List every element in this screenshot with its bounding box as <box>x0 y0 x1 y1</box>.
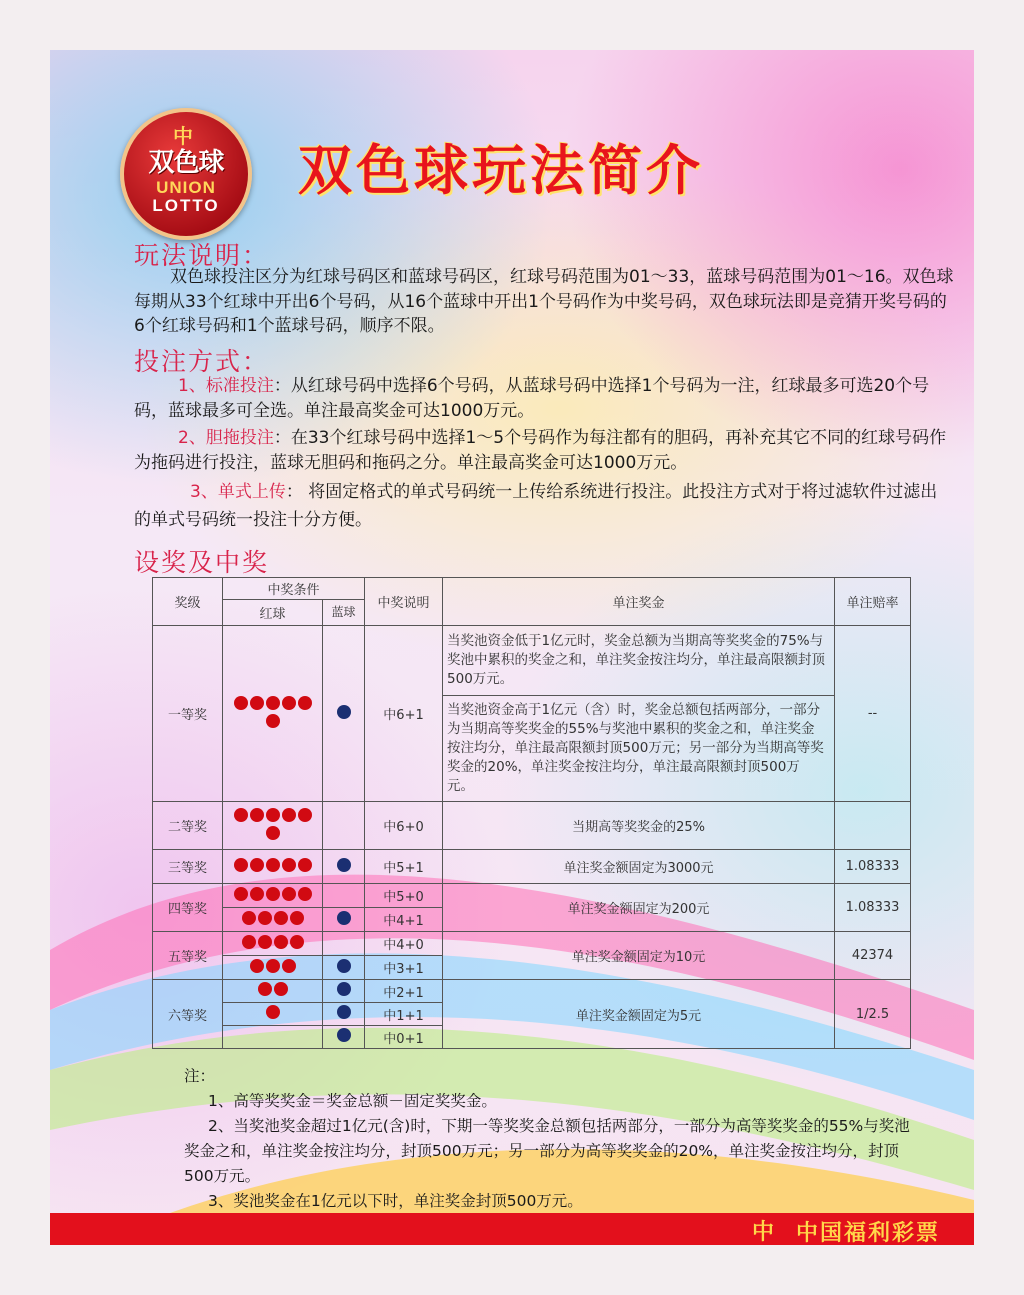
red-ball-icon <box>266 714 280 728</box>
third-desc: 中5+1 <box>365 850 443 884</box>
fourth-blue-balls <box>323 908 365 932</box>
red-ball-icon <box>282 887 296 901</box>
red-ball-icon <box>234 858 248 872</box>
header-amount: 单注奖金 <box>443 578 835 626</box>
second-blue-balls <box>323 802 365 850</box>
rules-heading: 玩法说明： <box>134 241 270 270</box>
sixth-desc: 中1+1 <box>365 1003 443 1026</box>
red-ball-icon <box>298 808 312 822</box>
third-level: 三等奖 <box>153 850 223 884</box>
sixth-red-balls <box>223 1026 323 1049</box>
second-desc: 中6+0 <box>365 802 443 850</box>
prizes-heading: 设奖及中奖 <box>134 548 270 577</box>
fifth-desc: 中3+1 <box>365 956 443 980</box>
poster <box>50 50 974 1245</box>
red-ball-icon <box>266 826 280 840</box>
red-ball-icon <box>290 911 304 925</box>
red-ball-icon <box>250 808 264 822</box>
note-item: 1、高等奖奖金＝奖金总额－固定奖奖金。 <box>208 1092 497 1110</box>
fourth-desc: 中5+0 <box>365 884 443 908</box>
welfare-lottery-brand: 中国福利彩票 <box>795 1221 940 1245</box>
sixth-level: 六等奖 <box>153 980 223 1049</box>
red-ball-icon <box>298 887 312 901</box>
second-amount: 当期高等奖奖金的25% <box>443 802 835 850</box>
red-ball-icon <box>282 858 296 872</box>
first-blue-balls <box>323 626 365 802</box>
note-item: 3、奖池奖金在1亿元以下时，单注奖金封顶500万元。 <box>208 1192 583 1210</box>
red-ball-icon <box>258 935 272 949</box>
logo-mark-icon: 中 <box>173 124 193 148</box>
red-ball-icon <box>274 911 288 925</box>
fifth-odds: 42374 <box>835 932 911 980</box>
betting-item-text: ： 将固定格式的单式号码统一上传给系统进行投注。此投注方式对于将过滤软件过滤出的单式号码统一投注十分方便。 <box>134 482 938 530</box>
notes-title: 注： <box>184 1067 216 1085</box>
sixth-blue-balls <box>323 1026 365 1049</box>
page-title: 双色球玩法简介 <box>298 139 704 202</box>
first-red-balls <box>223 626 323 802</box>
red-ball-icon <box>266 808 280 822</box>
betting-item-label: 2、胆拖投注 <box>178 428 274 448</box>
welfare-lottery-logo-icon: 中 <box>751 1220 774 1245</box>
third-odds: 1.08333 <box>835 850 911 884</box>
sixth-red-balls <box>223 1003 323 1026</box>
red-ball-icon <box>274 935 288 949</box>
betting-item-label: 3、单式上传 <box>190 482 286 502</box>
sixth-amount: 单注奖金额固定为5元 <box>443 980 835 1049</box>
fifth-amount: 单注奖金额固定为10元 <box>443 932 835 980</box>
second-odds <box>835 802 911 850</box>
betting-item-upload <box>134 478 954 534</box>
fourth-amount: 单注奖金额固定为200元 <box>443 884 835 932</box>
red-ball-icon <box>282 808 296 822</box>
red-ball-icon <box>266 696 280 710</box>
blue-ball-icon <box>337 858 351 872</box>
third-blue-balls <box>323 850 365 884</box>
betting-item-standard <box>134 374 954 423</box>
fifth-red-balls <box>223 956 323 980</box>
red-ball-icon <box>250 887 264 901</box>
sixth-odds: 1/2.5 <box>835 980 911 1049</box>
red-ball-icon <box>274 982 288 996</box>
fourth-odds: 1.08333 <box>835 884 911 932</box>
fourth-red-balls <box>223 884 323 908</box>
sixth-red-balls <box>223 980 323 1003</box>
second-level: 二等奖 <box>153 802 223 850</box>
sixth-blue-balls <box>323 980 365 1003</box>
first-amount-high-pool: 当奖池资金高于1亿元（含）时，奖金总额包括两部分，一部分为当期高等奖奖金的55%与奖池中累积的奖金之和，单注奖金按注均分，单注最高限额封顶500万元；另一部分为当期高等奖奖金的20%，单注奖金按注均分，单注最高限额封顶500万元。 <box>443 696 835 802</box>
red-ball-icon <box>266 959 280 973</box>
rules-text: 双色球投注区分为红球号码区和蓝球号码区，红球号码范围为01～33，蓝球号码范围为01～16。双色球每期从33个红球中开出6个号码，从16个蓝球中开出1个号码作为中奖号码，双色球玩法即是竞猜开奖号码的6个红球号码和1个蓝球号码，顺序不限。 <box>134 267 954 336</box>
betting-item-dantuo <box>134 426 954 475</box>
fifth-blue-balls <box>323 932 365 956</box>
red-ball-icon <box>250 858 264 872</box>
first-level: 一等奖 <box>153 626 223 802</box>
logo-cn-text: 双色球 <box>148 148 224 178</box>
fifth-level: 五等奖 <box>153 932 223 980</box>
red-ball-icon <box>282 959 296 973</box>
first-amount-low-pool: 当奖池资金低于1亿元时，奖金总额为当期高等奖奖金的75%与奖池中累积的奖金之和，单注奖金按注均分，单注最高限额封顶500万元。 <box>443 626 835 696</box>
red-ball-icon <box>266 1005 280 1019</box>
sixth-desc: 中2+1 <box>365 980 443 1003</box>
logo-en-line1: UNION <box>156 178 216 197</box>
red-ball-icon <box>250 959 264 973</box>
blue-ball-icon <box>337 959 351 973</box>
fifth-red-balls <box>223 932 323 956</box>
header-odds: 单注赔率 <box>835 578 911 626</box>
red-ball-icon <box>290 935 304 949</box>
fifth-desc: 中4+0 <box>365 932 443 956</box>
red-ball-icon <box>298 696 312 710</box>
note-item: 2、当奖池奖金超过1亿元(含)时，下期一等奖奖金总额包括两部分，一部分为高等奖奖金的55%与奖池奖金之和，单注奖金按注均分，封顶500万元；另一部分为高等奖奖金的20%，单注奖金按注均分，封顶500万元。 <box>184 1117 910 1185</box>
red-ball-icon <box>258 982 272 996</box>
prize-table <box>152 577 911 1049</box>
first-desc: 中6+1 <box>365 626 443 802</box>
betting-item-text: ：在33个红球号码中选择1～5个号码作为每注都有的胆码，再补充其它不同的红球号码作为拖码进行投注，蓝球无胆码和拖码之分。单注最高奖金可达1000万元。 <box>134 428 947 473</box>
red-ball-icon <box>242 911 256 925</box>
red-ball-icon <box>250 696 264 710</box>
header-condition: 中奖条件 <box>223 578 365 600</box>
red-ball-icon <box>298 858 312 872</box>
red-ball-icon <box>234 696 248 710</box>
second-red-balls <box>223 802 323 850</box>
red-ball-icon <box>234 887 248 901</box>
header-level: 奖级 <box>153 578 223 626</box>
header-blue: 蓝球 <box>323 600 365 626</box>
blue-ball-icon <box>337 911 351 925</box>
logo-en-line2: LOTTO <box>152 196 220 215</box>
red-ball-icon <box>234 808 248 822</box>
fourth-desc: 中4+1 <box>365 908 443 932</box>
betting-item-text: ：从红球号码中选择6个号码，从蓝球号码中选择1个号码为一注，红球最多可选20个号码，蓝球最多可全选。单注最高奖金可达1000万元。 <box>134 376 930 421</box>
third-red-balls <box>223 850 323 884</box>
notes <box>184 1064 924 1214</box>
fourth-red-balls <box>223 908 323 932</box>
blue-ball-icon <box>337 705 351 719</box>
first-odds: -- <box>835 626 911 802</box>
header-red: 红球 <box>223 600 323 626</box>
red-ball-icon <box>266 858 280 872</box>
betting-item-label: 1、标准投注 <box>178 376 274 396</box>
header-desc: 中奖说明 <box>365 578 443 626</box>
sixth-blue-balls <box>323 1003 365 1026</box>
red-ball-icon <box>258 911 272 925</box>
fourth-blue-balls <box>323 884 365 908</box>
blue-ball-icon <box>337 982 351 996</box>
blue-ball-icon <box>337 1005 351 1019</box>
footer-bar <box>50 1213 974 1245</box>
blue-ball-icon <box>337 1028 351 1042</box>
sixth-desc: 中0+1 <box>365 1026 443 1049</box>
third-amount: 单注奖金额固定为3000元 <box>443 850 835 884</box>
red-ball-icon <box>242 935 256 949</box>
union-lotto-logo <box>120 108 252 240</box>
fourth-level: 四等奖 <box>153 884 223 932</box>
red-ball-icon <box>282 696 296 710</box>
betting-heading: 投注方式： <box>134 347 270 376</box>
fifth-blue-balls <box>323 956 365 980</box>
red-ball-icon <box>266 887 280 901</box>
